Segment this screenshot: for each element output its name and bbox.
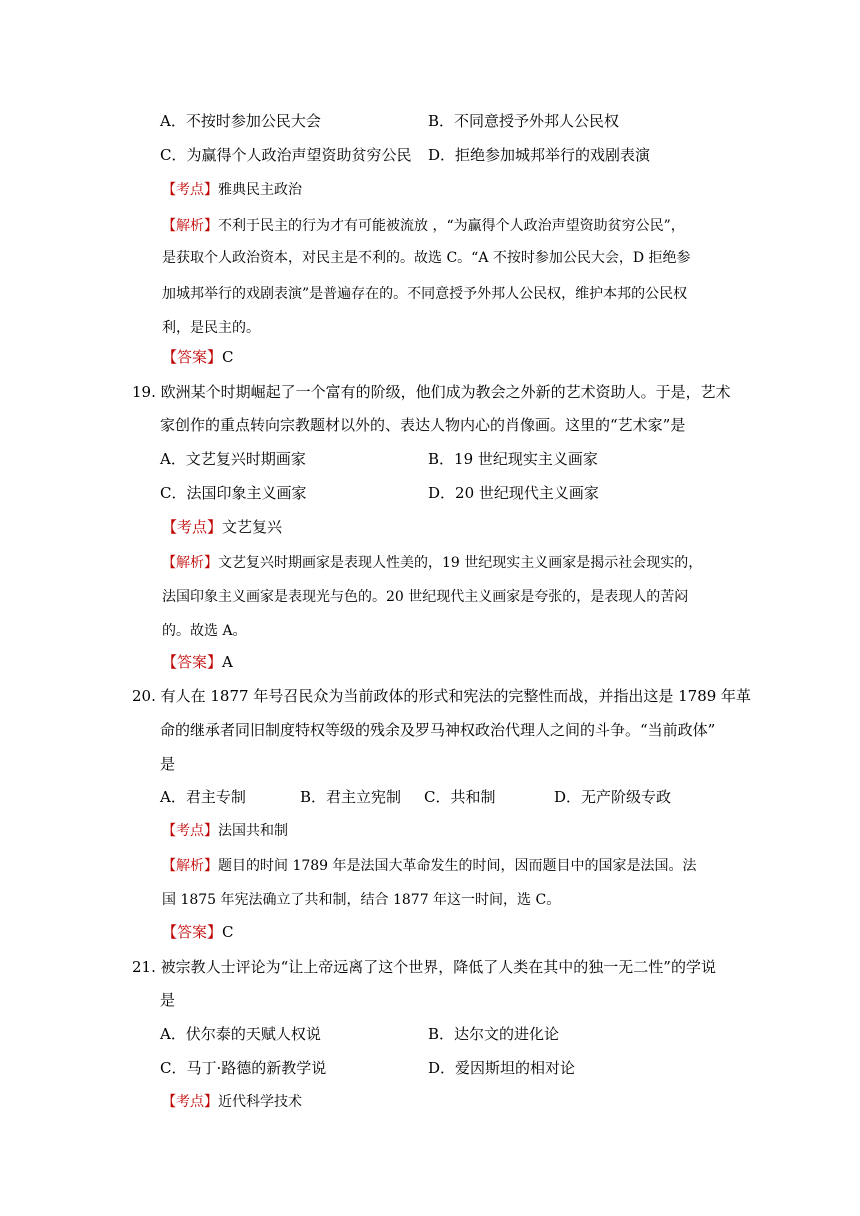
option-a: A．文艺复兴时期画家 — [160, 450, 306, 468]
kaodian-text: 近代科学技术 — [218, 1094, 302, 1110]
daan-line — [162, 922, 234, 942]
daan-label: 【答案】 — [162, 923, 223, 941]
option-c: C．为赢得个人政治声望资助贫穷公民 — [160, 146, 412, 164]
kaodian-line — [162, 517, 282, 537]
option-d: D．爱因斯坦的相对论 — [428, 1059, 576, 1077]
kaodian-label: 【考点】 — [162, 823, 218, 839]
kaodian-line — [162, 821, 288, 841]
option-a: A．伏尔泰的天赋人权说 — [160, 1025, 321, 1043]
option-d: D．拒绝参加城邦举行的戏剧表演 — [428, 146, 651, 164]
jiexi-text: 不利于民主的行为才有可能被流放 ，“为赢得个人政治声望资助贫穷公民”， — [218, 218, 685, 234]
option-d: D．20 世纪现代主义画家 — [428, 484, 599, 502]
jiexi-label: 【解析】 — [162, 555, 218, 571]
jiexi-text: 法国印象主义画家是表现光与色的。20 世纪现代主义画家是夸张的，是表现人的苦闷 — [162, 589, 689, 605]
option-b: B．19 世纪现实主义画家 — [428, 450, 598, 468]
question-stem: 21. 被宗教人士评论为“让上帝远离了这个世界，降低了人类在其中的独一无二性”的学说 — [132, 958, 716, 976]
jiexi-text: 的。故选 A。 — [162, 623, 247, 639]
question-stem: 20. 有人在 1877 年号召民众为当前政体的形式和宪法的完整性而战，并指出这是 1789 年革 — [132, 687, 752, 705]
kaodian-text: 雅典民主政治 — [218, 182, 302, 198]
kaodian-label: 【考点】 — [162, 182, 218, 198]
jiexi-line — [162, 216, 685, 236]
daan-line — [162, 347, 234, 367]
jiexi-line — [162, 553, 702, 573]
kaodian-line — [162, 1092, 302, 1112]
option-c: C．马丁·路德的新教学说 — [160, 1059, 327, 1077]
kaodian-line — [162, 180, 302, 200]
question-stem: 命的继承者同旧制度特权等级的残余及罗马神权政治代理人之间的斗争。“当前政体” — [160, 721, 716, 739]
question-stem: 是 — [160, 991, 176, 1009]
kaodian-label: 【考点】 — [162, 518, 223, 536]
kaodian-label: 【考点】 — [162, 1094, 218, 1110]
jiexi-label: 【解析】 — [162, 218, 218, 234]
kaodian-text: 文艺复兴 — [222, 518, 283, 536]
question-stem: 家创作的重点转向宗教题材以外的、表达人物内心的肖像画。这里的“艺术家”是 — [160, 416, 686, 434]
option-a: A．君主专制 — [160, 788, 246, 806]
daan-text: C — [222, 923, 234, 941]
daan-line — [162, 652, 233, 672]
daan-label: 【答案】 — [162, 653, 223, 671]
option-c: C．共和制 — [424, 788, 496, 806]
option-b: B．君主立宪制 — [300, 788, 402, 806]
jiexi-text: 是获取个人政治资本，对民主是不利的。故选 C。“A 不按时参加公民大会，D 拒绝参 — [162, 250, 691, 266]
question-stem: 是 — [160, 755, 176, 773]
option-a: A．不按时参加公民大会 — [160, 112, 321, 130]
daan-text: A — [222, 653, 233, 671]
daan-text: C — [222, 348, 234, 366]
option-b: B．不同意授予外邦人公民权 — [428, 112, 620, 130]
jiexi-text: 文艺复兴时期画家是表现人性美的，19 世纪现实主义画家是揭示社会现实的， — [218, 555, 703, 571]
jiexi-line — [162, 856, 697, 876]
daan-label: 【答案】 — [162, 348, 223, 366]
question-stem: 19. 欧洲某个时期崛起了一个富有的阶级，他们成为教会之外新的艺术资助人。于是，艺术 — [132, 383, 731, 401]
option-d: D．无产阶级专政 — [554, 788, 672, 806]
jiexi-label: 【解析】 — [162, 858, 218, 874]
option-b: B．达尔文的进化论 — [428, 1025, 560, 1043]
jiexi-text: 题目的时间 1789 年是法国大革命发生的时间，因而题目中的国家是法国。法 — [218, 858, 697, 874]
option-c: C．法国印象主义画家 — [160, 484, 307, 502]
kaodian-text: 法国共和制 — [218, 823, 288, 839]
jiexi-text: 加城邦举行的戏剧表演”是普遍存在的。不同意授予外邦人公民权，维护本邦的公民权 — [162, 286, 688, 302]
jiexi-text: 国 1875 年宪法确立了共和制，结合 1877 年这一时间，选 C。 — [162, 892, 561, 908]
jiexi-text: 利，是民主的。 — [162, 320, 260, 336]
